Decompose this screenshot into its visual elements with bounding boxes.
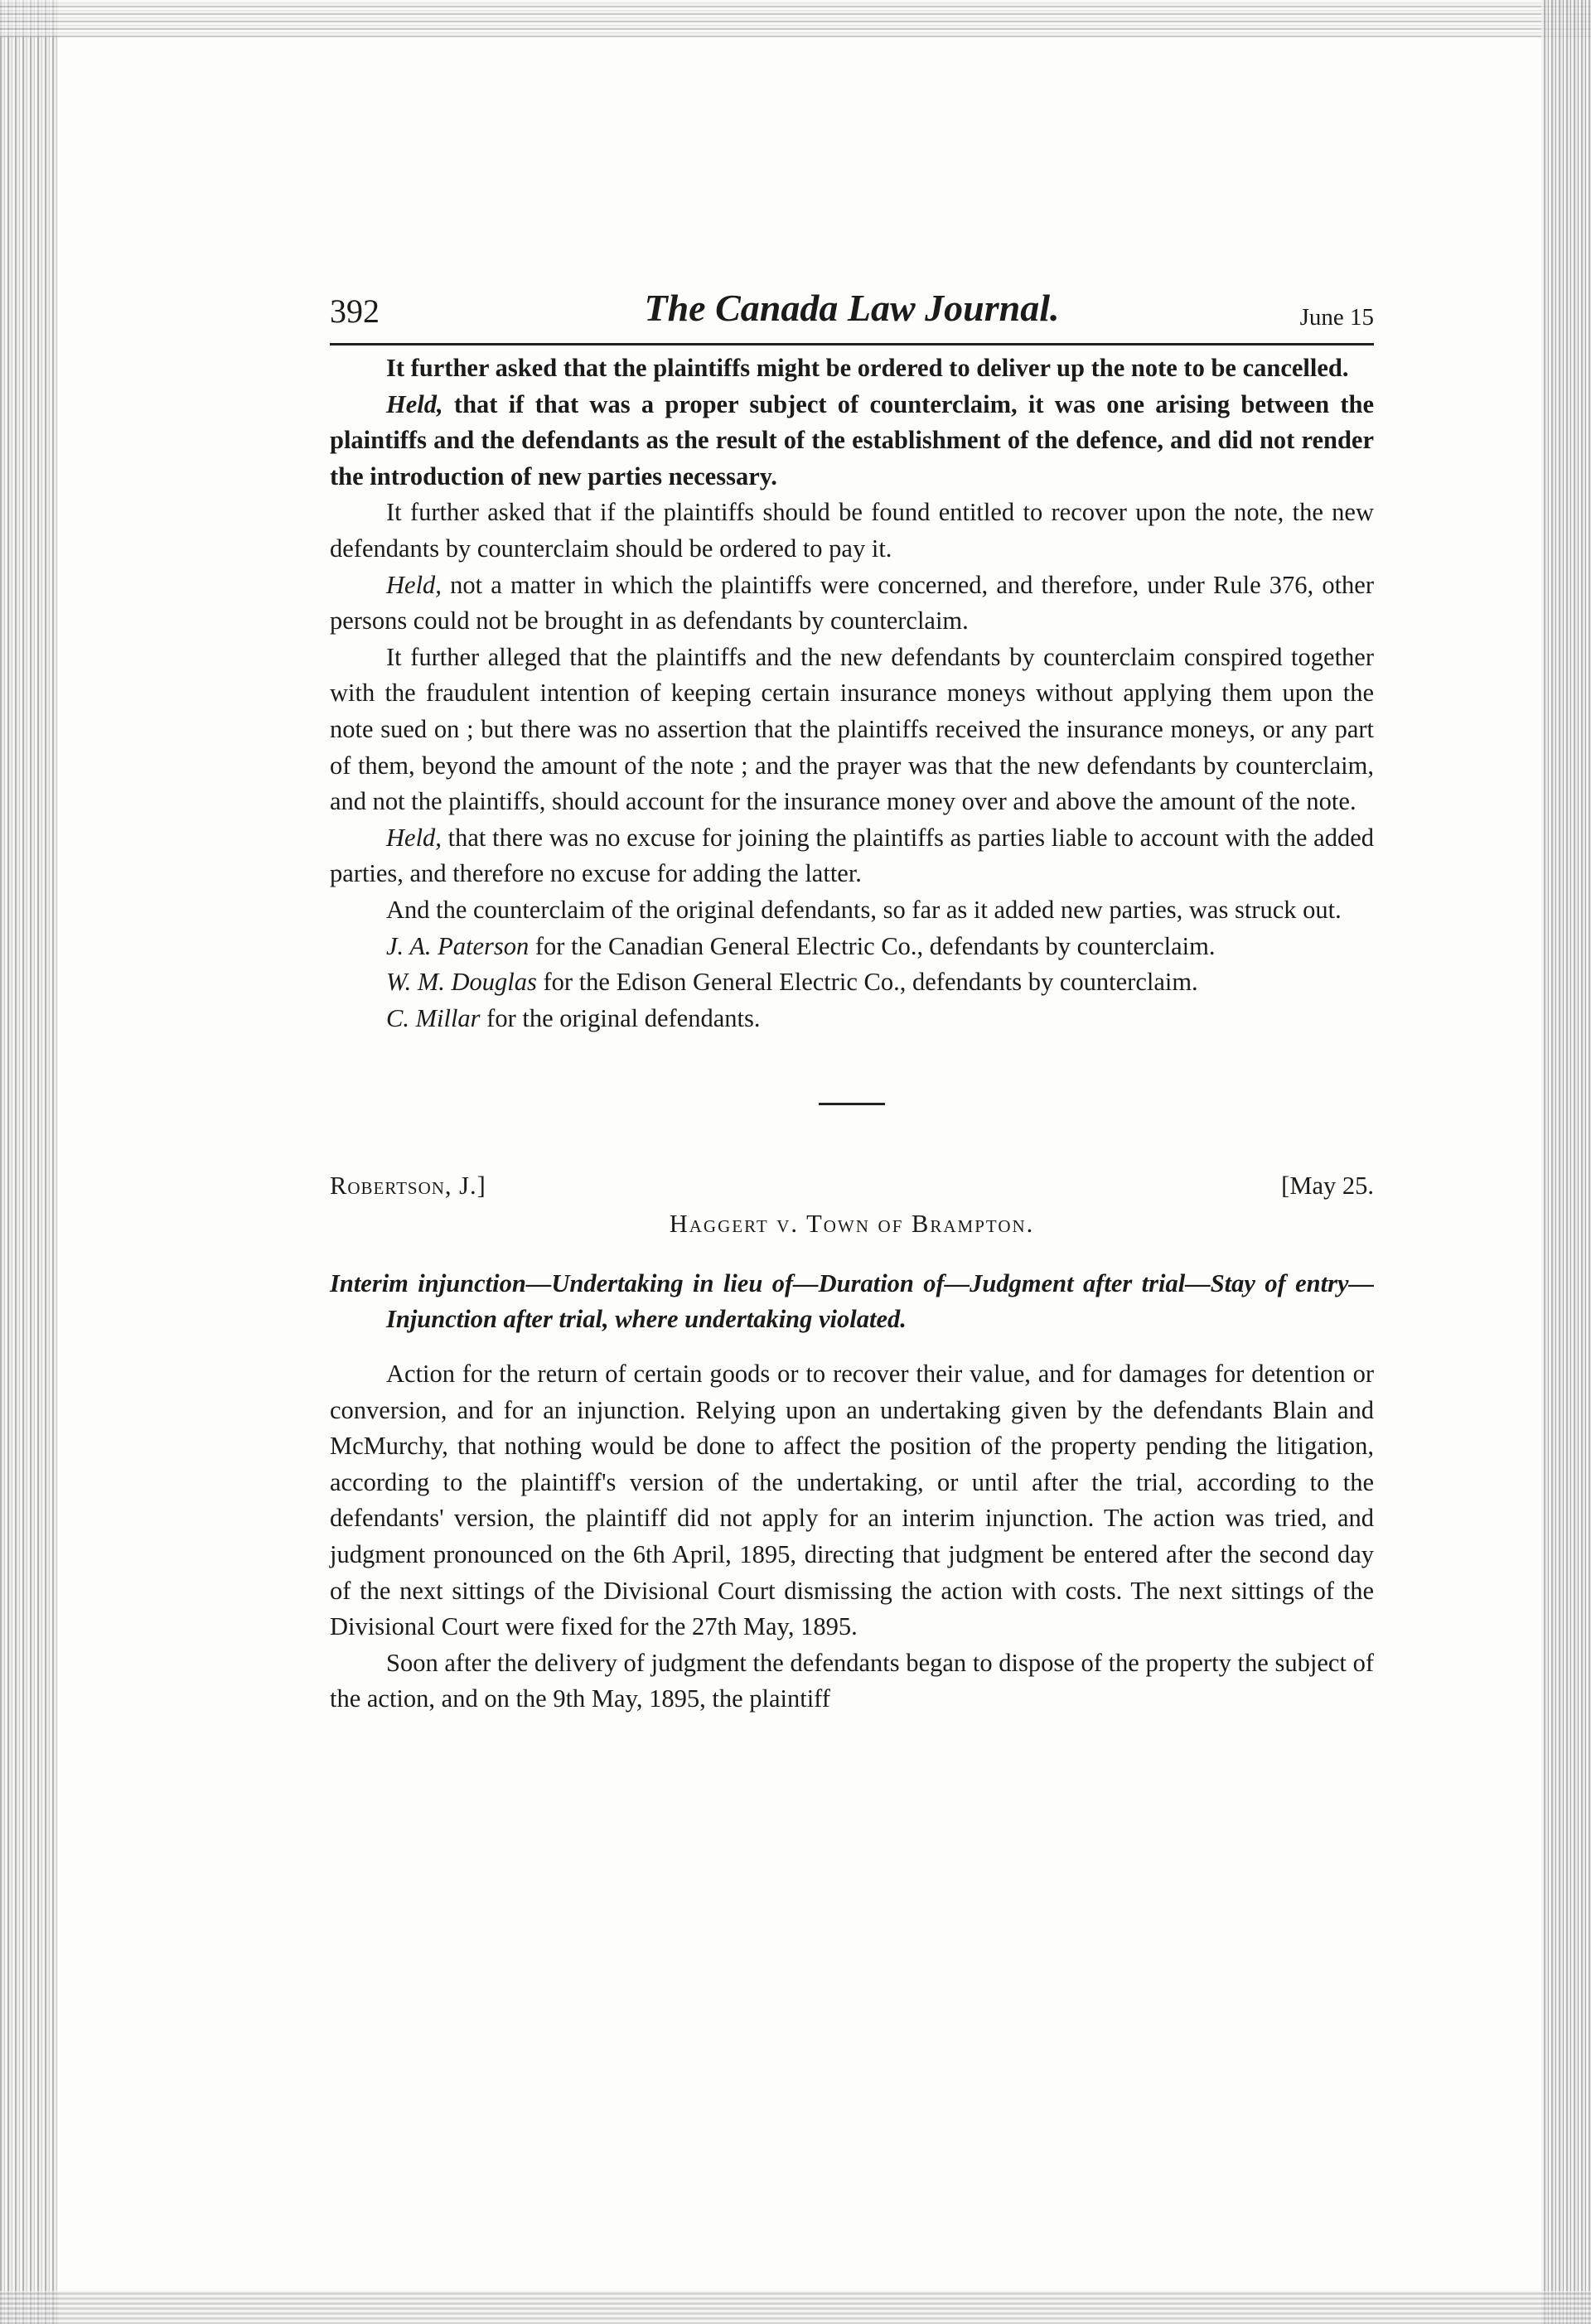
article-body [330,350,1374,1718]
case-headnote: Interim injunction—Undertaking in lieu of—Duration of—Judgment after trial—Stay of entry—Injunction after trial, where undertaking violated. [330,1268,1374,1334]
counsel-name: C. Millar [386,1003,481,1032]
held-label: Held, [386,823,442,852]
paragraph: And the counterclaim of the original defendants, so far as it added new parties, was struck out. [386,895,1342,924]
running-header [330,287,1374,345]
held-label: Held, [386,389,443,418]
paragraph: Action for the return of certain goods or to recover their value, and for damages for detention or conversion, and for an injunction. Relying upon an undertaking given by the defendants Blain and McMurchy, that nothing would be done to affect the position of the property pending the litigation, according to the plaintiff's version of the undertaking, or until after the trial, according to the defendants' version, the plaintiff did not apply for an interim injunction. The action was tried, and judgment pronounced on the 6th April, 1895, directing that judgment be entered after the second day of the next sittings of the Divisional Court dismissing the action with costs. The next sittings of the Divisional Court were fixed for the 27th May, 1895. [330,1360,1374,1641]
section-divider [819,1103,885,1105]
page-number: 392 [330,292,380,330]
scan-edge-top [0,0,1591,37]
case-title: Haggert v. Town of Brampton. [669,1210,1035,1239]
paragraph: It further asked that the plaintiffs might be ordered to deliver up the note to be cancelled. [386,354,1349,382]
counsel-line: J. A. Paterson for the Canadian General Electric Co., defendants by counterclaim. [386,931,1216,960]
counsel-line: C. Millar for the original defendants. [386,1003,761,1032]
paragraph: Held, that there was no excuse for joining the plaintiffs as parties liable to account with the added parties, and therefore no excuse for adding the latter. [330,823,1374,888]
paragraph: It further asked that if the plaintiffs should be found entitled to recover upon the note, the new defendants by counterclaim should be ordered to pay it. [330,498,1374,563]
scan-edge-bottom [0,2291,1591,2324]
counsel-name: J. A. Paterson [386,931,530,960]
judge-name: Robertson, J.] [330,1172,486,1201]
page-content [330,287,1375,1718]
counsel-name: W. M. Douglas [386,968,537,997]
case-date: [May 25. [1281,1172,1374,1201]
journal-title: The Canada Law Journal. [644,287,1060,329]
held-label: Held, [386,570,442,599]
scan-edge-right [1541,0,1591,2324]
case-header [330,1168,1374,1208]
scan-edge-left [0,0,58,2324]
paragraph: Held, that if that was a proper subject of counterclaim, it was one arising between the plaintiffs and the defendants as the result of the establishment of the defence, and did not render the introduction of new parties necessary. [330,389,1375,490]
header-date: June 15 [1299,304,1374,331]
counsel-line: W. M. Douglas for the Edison General Electric Co., defendants by counterclaim. [386,968,1198,997]
paragraph: Held, not a matter in which the plaintiffs were concerned, and therefore, under Rule 376, other persons could not be brought in as defendants by counterclaim. [330,570,1374,635]
paragraph: Soon after the delivery of judgment the defendants began to dispose of the property the subject of the action, and on the 9th May, 1895, the plaintiff [330,1648,1374,1713]
paragraph: It further alleged that the plaintiffs and the new defendants by counterclaim conspired together with the fraudulent intention of keeping certain insurance moneys without applying them upon the note sued on ; but there was no assertion that the plaintiffs received the insurance moneys, or any part of them, beyond the amount of the note ; and the prayer was that the new defendants by counterclaim, and not the plaintiffs, should account for the insurance money over and above the amount of the note. [330,642,1374,816]
